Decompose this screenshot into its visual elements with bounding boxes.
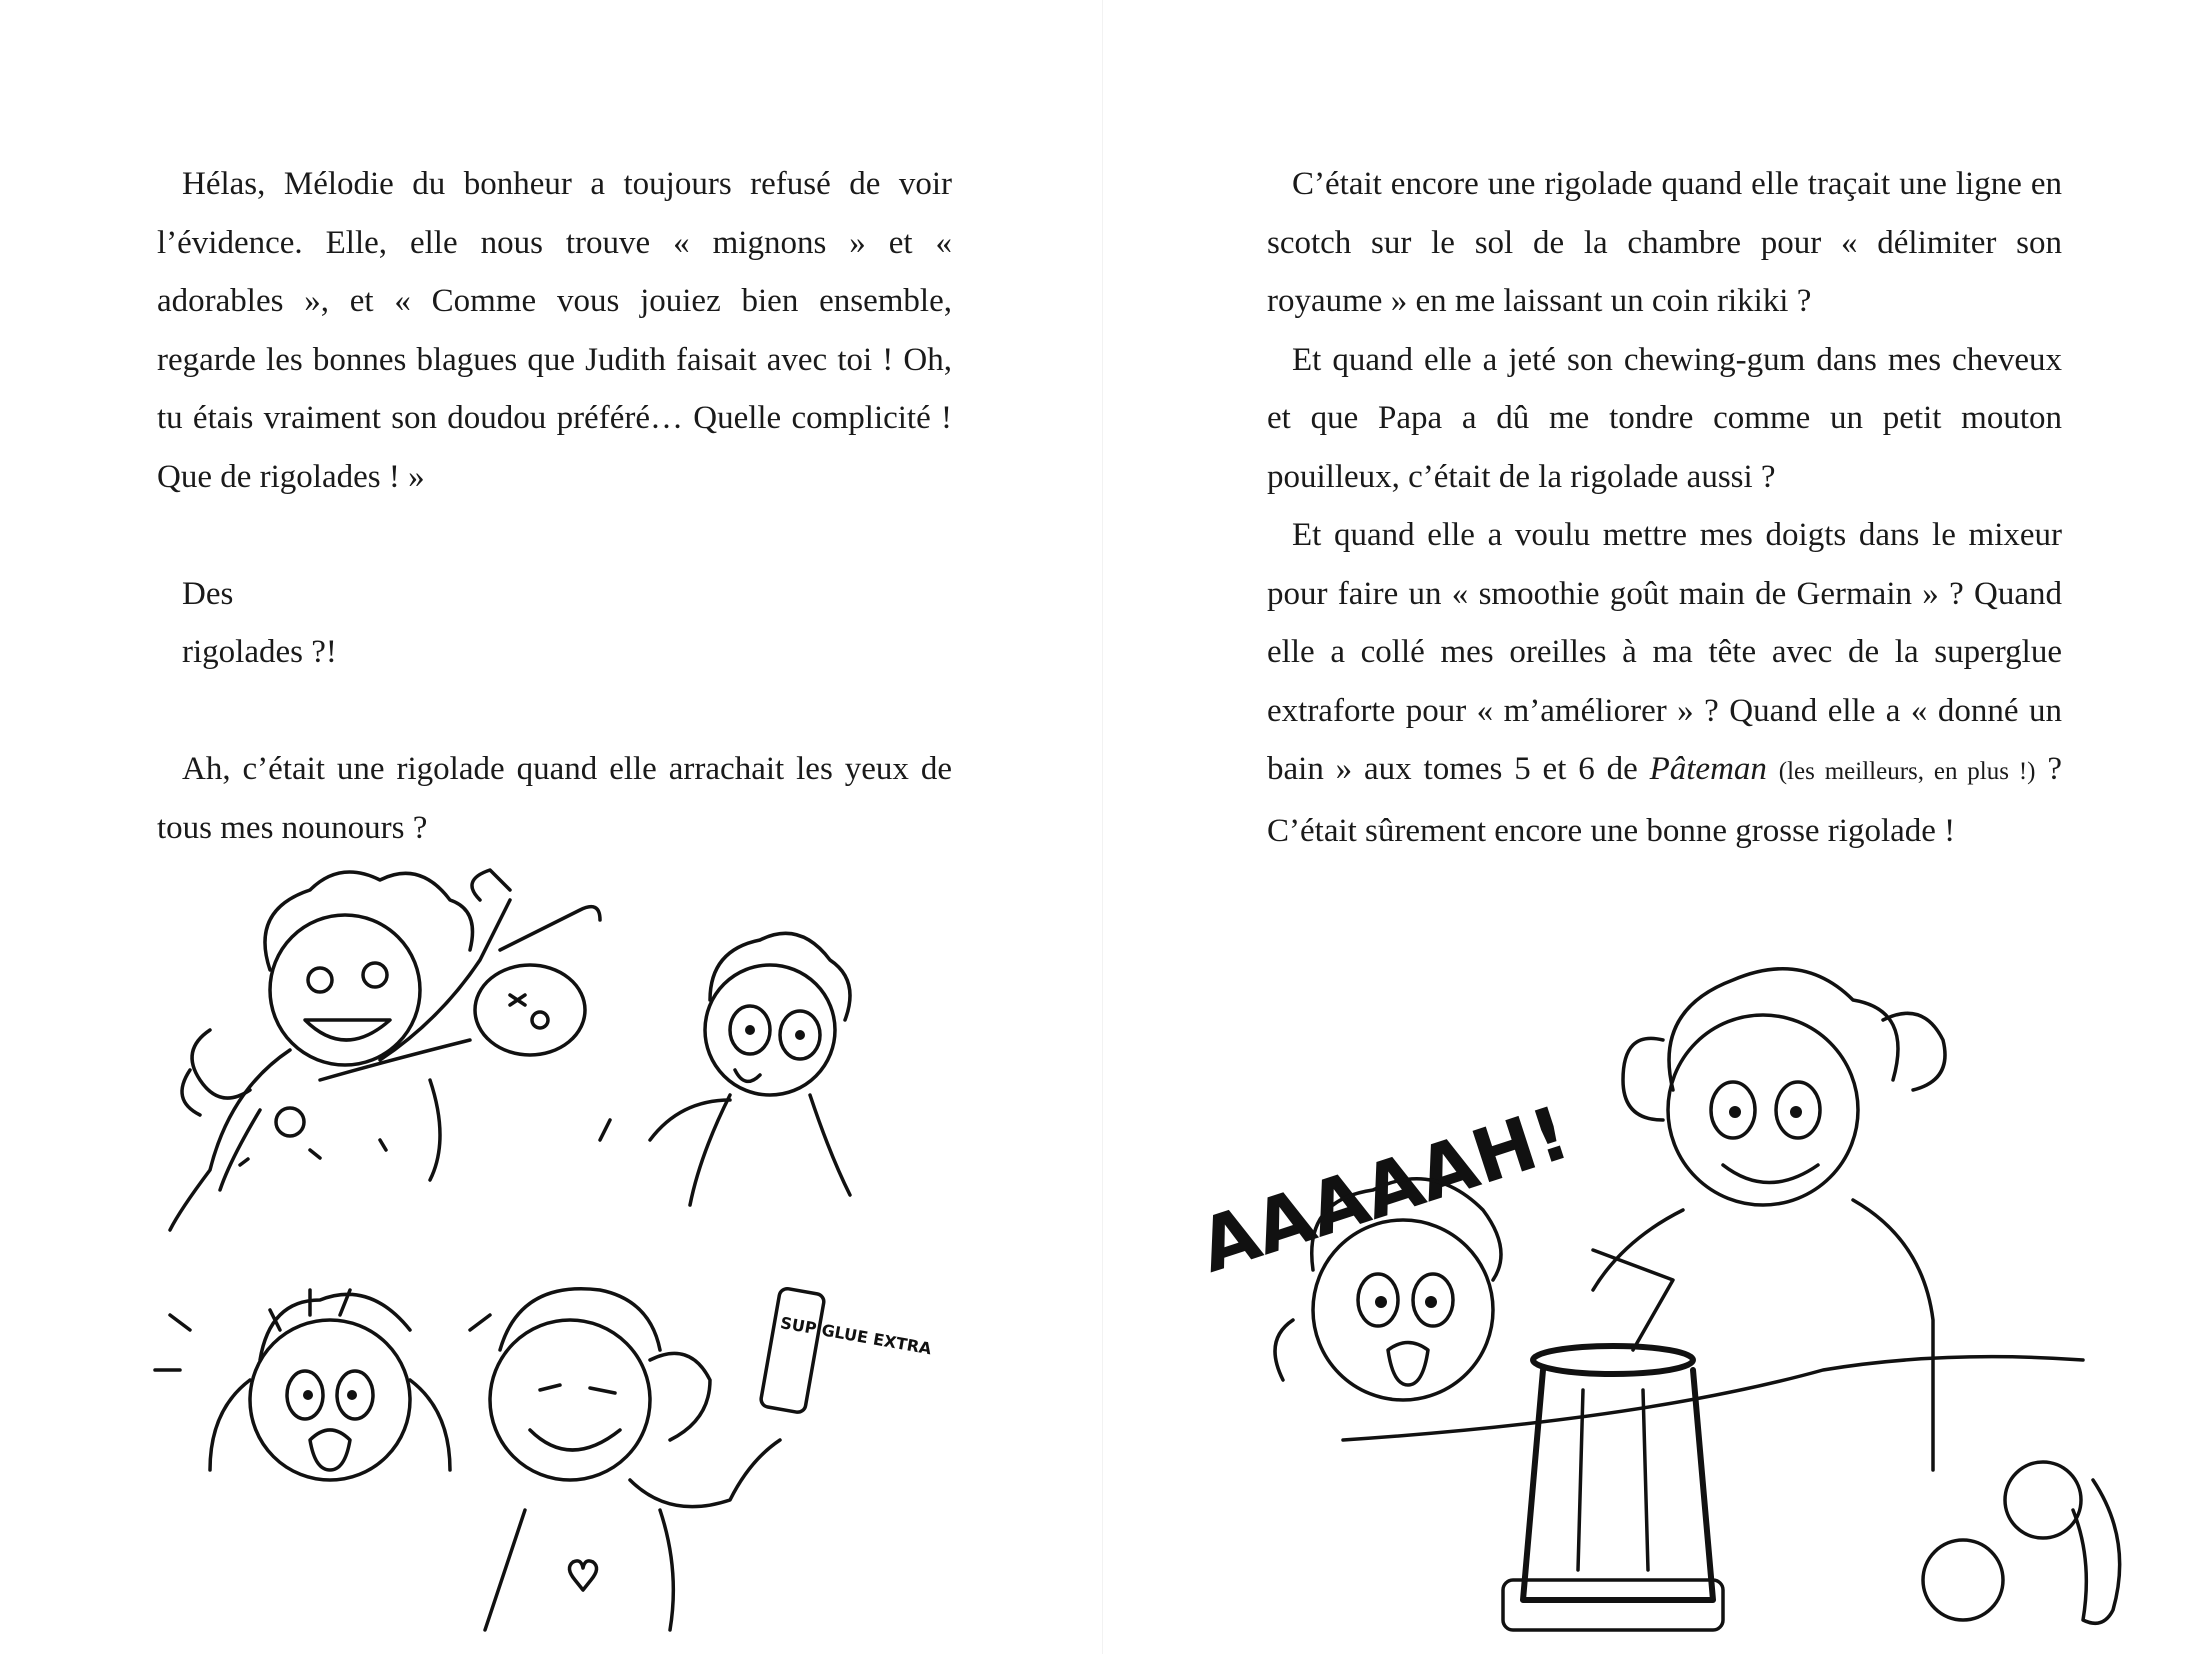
- paragraph: [1267, 506, 2062, 860]
- right-page-text: [1267, 155, 2062, 860]
- scream-text: AAAAAH!: [1189, 1089, 1580, 1290]
- girl-with-blender-illustration: [1593, 969, 1945, 1470]
- exclamation-line-2: rigolades ?!: [182, 634, 337, 670]
- girl-superglue-illustration: [485, 1287, 934, 1630]
- right-page: [1103, 0, 2205, 1654]
- paragraph: Hélas, Mélodie du bonheur a toujours refusé de voir l’évidence. Elle, elle nous trouve « mignons » et « adorables », et « Comme vous jouiez bien ensemble, regarde les bonnes blagues que Judith faisait avec toi ! Oh, tu étais vraiment son doudou préféré… Quelle complicité ! Que de rigolades ! »: [157, 166, 952, 495]
- paragraph: Et quand elle a jeté son chewing-gum dans mes cheveux et que Papa a dû me tondre comme un petit mouton pouilleux, c’était de la rigolade aussi ?: [1267, 341, 2062, 495]
- boy-shocked-illustration: [600, 933, 850, 1205]
- exclamation-line-1: Des: [182, 575, 234, 612]
- blender-illustration: [1503, 1346, 1723, 1630]
- paragraph: C’était encore une rigolade quand elle traçait une ligne en scotch sur le sol de la chambre pour « délimiter son royaume » en me laissant un coin rikiki ?: [1267, 166, 2062, 319]
- glue-bottle-label: SUP GLUE EXTRA: [778, 1313, 933, 1359]
- paragraph-part: Et quand elle a voulu mettre mes doigts dans le mixeur pour faire un « smoothie goût main de Germain » ? Quand elle a collé mes oreilles à ma tête avec de la superglue extraforte pour « m’améliorer » ? Quand elle a « donné un bain » aux tomes 5 et 6 de: [1267, 517, 2062, 787]
- illustration-blender-scene: [1163, 940, 2163, 1650]
- aside-note: (les meilleurs, en plus !): [1778, 758, 2036, 785]
- paragraph-part: ? C’était sûrement encore une bonne grosse rigolade !: [1267, 751, 2062, 849]
- boy-bald-scream-illustration: [155, 1290, 490, 1480]
- book-title: Pâteman: [1649, 751, 1767, 787]
- counter-line: [1343, 1357, 2083, 1440]
- left-page: [0, 0, 1102, 1654]
- illustration-judith-pranks: [130, 860, 1080, 1650]
- girl-pulling-bear-illustration: [170, 870, 600, 1230]
- fruit-illustration: [1923, 1462, 2120, 1623]
- left-page-text: [157, 155, 952, 857]
- paragraph: Ah, c’était une rigolade quand elle arrachait les yeux de tous mes nounours ?: [157, 751, 952, 846]
